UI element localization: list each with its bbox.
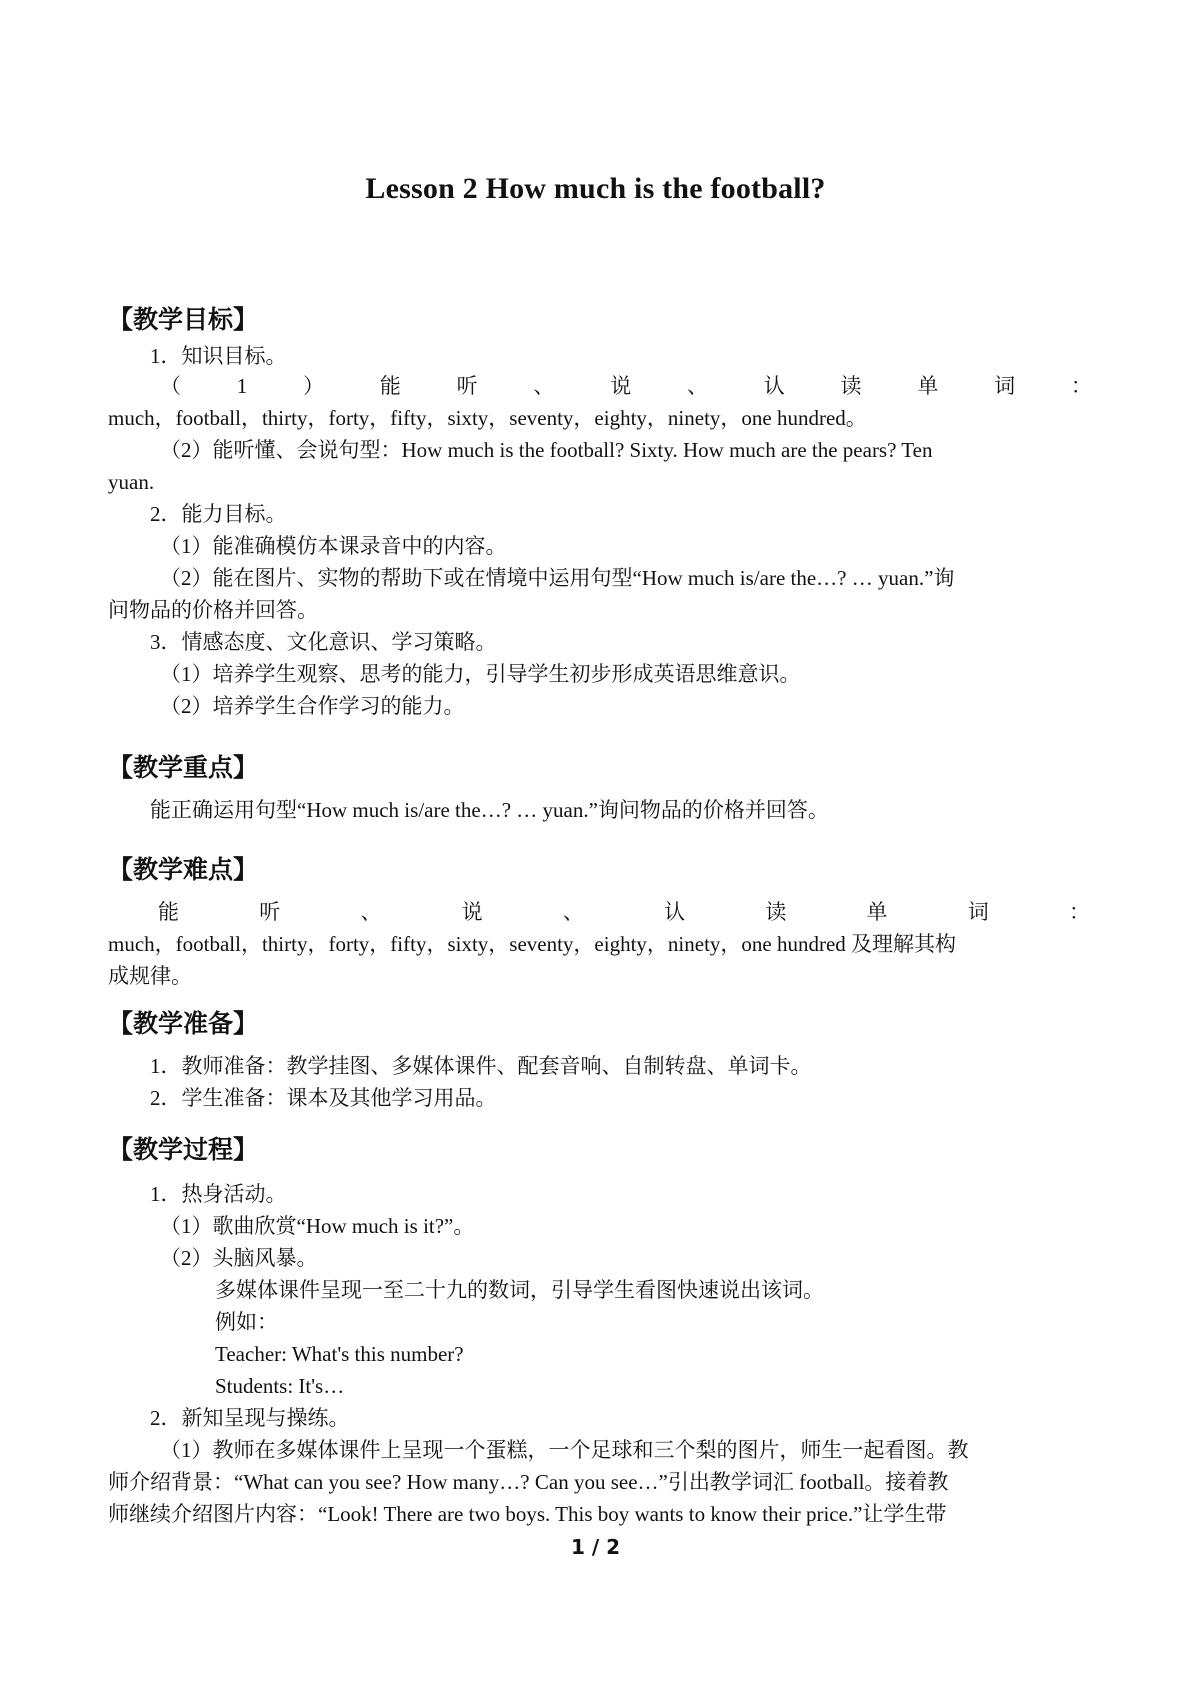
token: 单: [866, 900, 888, 924]
process-1-2-d: Students: It's…: [215, 1374, 345, 1398]
key-points-text: 能正确运用句型“How much is/are the…? … yuan.”询问物品的价格并回答。: [150, 798, 829, 822]
process-1: 1．热身活动。: [150, 1182, 287, 1206]
token: 能: [379, 374, 401, 398]
token: 听: [456, 374, 478, 398]
objective-2: 2．能力目标。: [150, 502, 287, 526]
process-2: 2．新知呈现与操练。: [150, 1406, 350, 1430]
objective-2-1: （1）能准确模仿本课录音中的内容。: [160, 534, 507, 558]
objective-3-2: （2）培养学生合作学习的能力。: [160, 694, 465, 718]
token: 读: [765, 900, 787, 924]
page-number: 1 / 2: [570, 1535, 621, 1559]
objective-1-2-a: （2）能听懂、会说句型：How much is the football? Sixty. How much are the pears? Ten: [160, 438, 933, 462]
heading-preparation: 【教学准备】: [108, 1009, 259, 1038]
token: ：: [1068, 900, 1090, 924]
token: 1: [236, 374, 248, 398]
difficulties-line-2: much，football，thirty，forty，fifty，sixty，seventy，eighty，ninety，one hundred 及理解其构: [108, 932, 957, 956]
token: 认: [763, 374, 785, 398]
difficulties-line-3: 成规律。: [108, 964, 192, 988]
token: 词: [967, 900, 989, 924]
token: 能: [158, 900, 179, 924]
token: 单: [917, 374, 939, 398]
difficulties-tokens: [158, 896, 1090, 928]
token: 说: [461, 900, 483, 924]
token: 认: [664, 900, 686, 924]
preparation-2: 2．学生准备：课本及其他学习用品。: [150, 1086, 497, 1110]
process-1-2-a: 多媒体课件呈现一至二十九的数词，引导学生看图快速说出该词。: [215, 1278, 824, 1302]
heading-key-points: 【教学重点】: [108, 753, 259, 782]
token: 、: [686, 374, 708, 398]
process-2-1-a: （1）教师在多媒体课件上呈现一个蛋糕，一个足球和三个梨的图片，师生一起看图。教: [160, 1438, 969, 1462]
objective-2-2-a: （2）能在图片、实物的帮助下或在情境中运用句型“How much is/are the…? … yuan.”询: [160, 566, 955, 590]
token: 读: [840, 374, 862, 398]
token: （: [160, 374, 181, 398]
page-title: Lesson 2 How much is the football?: [365, 172, 826, 205]
heading-objectives: 【教学目标】: [108, 305, 259, 334]
token: 听: [259, 900, 281, 924]
objective-1: 1．知识目标。: [150, 344, 287, 368]
preparation-1: 1．教师准备：教学挂图、多媒体课件、配套音响、自制转盘、单词卡。: [150, 1054, 812, 1078]
objective-3: 3．情感态度、文化意识、学习策略。: [150, 630, 497, 654]
process-1-2-b: 例如：: [215, 1310, 278, 1334]
token: 说: [610, 374, 632, 398]
token: 、: [533, 374, 555, 398]
process-2-1-b: 师介绍背景：“What can you see? How many…? Can you see…”引出教学词汇 football。接着教: [108, 1470, 949, 1494]
token: 、: [562, 900, 584, 924]
token: ：: [1070, 374, 1092, 398]
objective-1-1-tokens: [160, 370, 1092, 402]
token: ）: [303, 374, 325, 398]
process-2-1-c: 师继续介绍图片内容：“Look! There are two boys. This boy wants to know their price.”让学生带: [108, 1502, 947, 1526]
objective-3-1: （1）培养学生观察、思考的能力，引导学生初步形成英语思维意识。: [160, 662, 801, 686]
process-1-1: （1）歌曲欣赏“How much is it?”。: [160, 1214, 475, 1238]
objective-2-2-b: 问物品的价格并回答。: [108, 598, 318, 622]
token: 、: [360, 900, 382, 924]
process-1-2: （2）头脑风暴。: [160, 1246, 318, 1270]
heading-difficulties: 【教学难点】: [108, 855, 259, 884]
objective-1-1-cont: much，football，thirty，forty，fifty，sixty，seventy，eighty，ninety，one hundred。: [108, 406, 867, 430]
process-1-2-c: Teacher: What's this number?: [215, 1342, 464, 1366]
objective-1-2-b: yuan.: [108, 470, 155, 494]
token: 词: [994, 374, 1016, 398]
heading-process: 【教学过程】: [108, 1135, 259, 1164]
